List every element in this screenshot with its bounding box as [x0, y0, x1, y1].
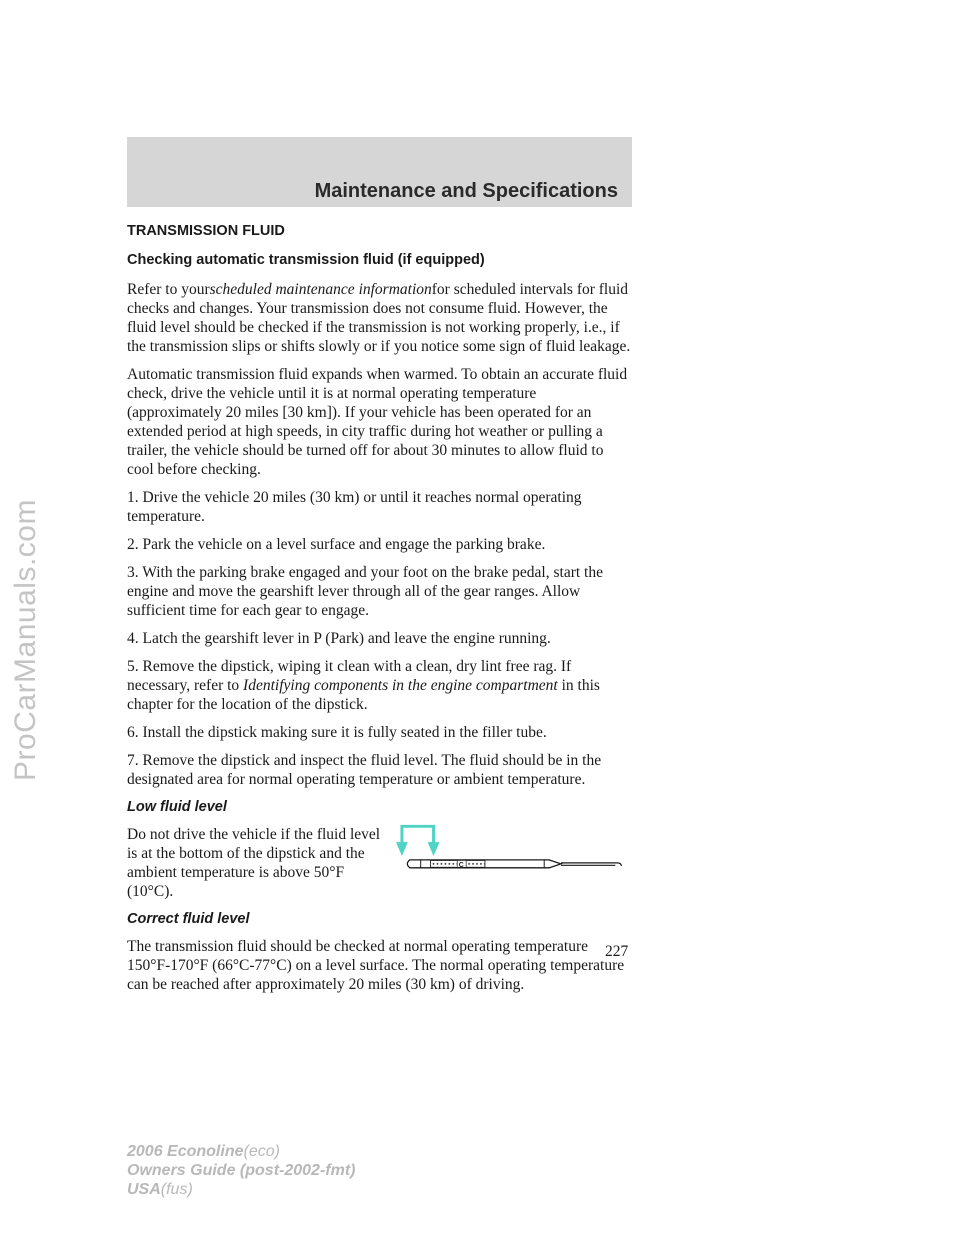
step-3: 3. With the parking brake engaged and your foot on the brake pedal, start the engine and move the gearshift lever through all of the gear ranges. Allow sufficient time for each gear to engage.	[127, 564, 603, 619]
intro-text-italic: scheduled maintenance information	[209, 281, 432, 298]
watermark	[4, 360, 48, 920]
footer-line-2: Owners Guide (post-2002-fmt)	[127, 1162, 356, 1179]
step-2: 2. Park the vehicle on a level surface and engage the parking brake.	[127, 536, 546, 553]
footer-line-1	[127, 1142, 355, 1161]
arrow-down-icon	[396, 842, 408, 856]
step-4: 4. Latch the gearshift lever in P (Park) and leave the engine running.	[127, 630, 551, 647]
footer-market-code: (fus)	[160, 1181, 193, 1198]
section-subtitle: Checking automatic transmission fluid (if equipped)	[127, 252, 485, 268]
level-letter: C	[458, 861, 464, 869]
correct-fluid-text: The transmission fluid should be checked at normal operating temperature 150°F-170°F (66°C-77°C) on a level surface. The normal operating temperature can be reached after approximately 20 miles (30 km) of driving.	[127, 938, 625, 993]
footer-market: USA	[127, 1181, 161, 1198]
footer	[127, 1142, 355, 1199]
arrow-down-icon	[427, 842, 439, 856]
footer-model-code: (eco)	[243, 1143, 280, 1160]
chapter-title: Maintenance and Specifications	[314, 180, 618, 202]
watermark-text: ProCarManuals.com	[9, 499, 42, 781]
intro-paragraph	[127, 280, 633, 356]
chapter-header	[127, 137, 632, 207]
step-5	[127, 657, 633, 714]
dipstick-diagram	[396, 822, 633, 882]
step-5-italic: Identifying components in the engine compartment	[243, 677, 558, 694]
intro-text-post: for scheduled intervals for fluid checks and changes. Your transmission does not consume fluid. However, the fluid level should be checked if the transmission is not working properly, i.e., if the transmission slips or shifts slowly or if you notice some sign of fluid leakage.	[127, 281, 631, 355]
indicator-bracket	[402, 826, 434, 844]
step-5-pre: 5. Remove the dipstick, wiping it clean with a clean, dry lint free rag. If necessary, refer to	[127, 658, 572, 694]
expansion-paragraph: Automatic transmission fluid expands when warmed. To obtain an accurate fluid check, drive the vehicle until it is at normal operating temperature (approximately 20 miles [30 km]). If your vehicle has been operated for an extended period at high speeds, in city traffic during hot weather or pulling a trailer, the vehicle should be turned off for about 30 minutes to allow fluid to cool before checking.	[127, 366, 628, 478]
intro-text-pre: Refer to your	[127, 281, 210, 298]
step-5-post: in this chapter for the location of the dipstick.	[127, 677, 600, 713]
page-number: 227	[605, 943, 629, 960]
low-fluid-text: Do not drive the vehicle if the fluid level is at the bottom of the dipstick and the ambient temperature is above 50°F (10°C).	[127, 826, 381, 900]
step-6: 6. Install the dipstick making sure it is fully seated in the filler tube.	[127, 724, 547, 741]
step-7: 7. Remove the dipstick and inspect the fluid level. The fluid should be in the designated area for normal operating temperature or ambient temperature.	[127, 752, 602, 788]
low-fluid-block	[127, 825, 633, 901]
low-fluid-label: Low fluid level	[127, 799, 227, 815]
correct-fluid-label: Correct fluid level	[127, 911, 250, 927]
footer-model: 2006 Econoline	[127, 1143, 244, 1160]
footer-line-3	[127, 1180, 355, 1199]
page-content	[127, 222, 633, 1003]
step-1: 1. Drive the vehicle 20 miles (30 km) or until it reaches normal operating temperature.	[127, 489, 582, 525]
section-title: TRANSMISSION FLUID	[127, 223, 285, 239]
